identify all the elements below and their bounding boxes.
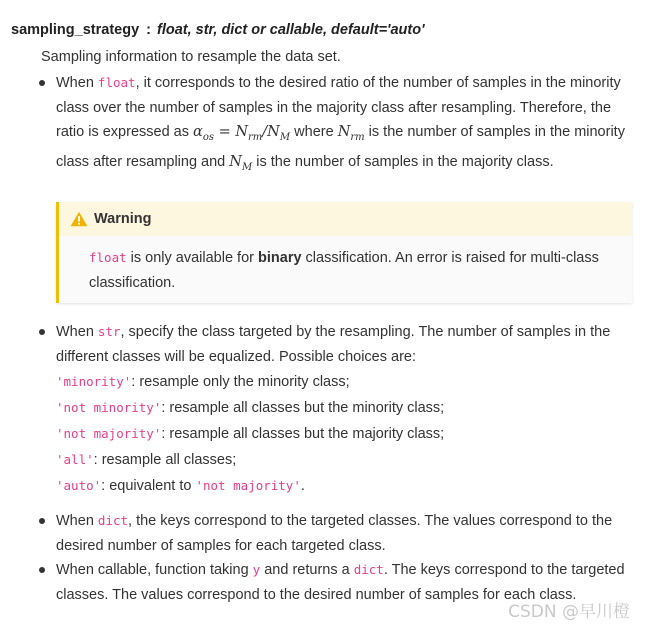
choice-row <box>56 395 631 421</box>
warning-header <box>59 202 632 236</box>
param-type: float, str, dict or callable, default='auto' <box>156 22 425 38</box>
choice-row <box>56 369 631 395</box>
warning-text: classification. An error is raised for multi-class classification. <box>89 250 599 291</box>
param-signature <box>11 22 425 38</box>
code-float: float <box>89 250 127 265</box>
math-nm: $N_M$ <box>229 154 253 174</box>
item-text: , the keys correspond to the targeted classes. The values correspond to the desired number of samples for each targeted class. <box>56 513 613 554</box>
param-name: sampling_strategy <box>11 22 140 38</box>
param-separator: : <box>146 22 151 38</box>
watermark: CSDN @早川橙 <box>508 602 630 622</box>
bullet <box>39 567 45 573</box>
warning-triangle-icon <box>70 211 88 227</box>
warning-bold: binary <box>258 250 302 266</box>
math-ratio: $\alpha_{os} = N_{rm}/N_M$ <box>193 124 291 143</box>
choice-code: 'not majority' <box>56 426 162 441</box>
choice-code: 'minority' <box>56 374 132 389</box>
choices-list <box>56 369 631 499</box>
warning-text: is only available for <box>126 250 259 266</box>
item-text: is the number of samples in the majority class. <box>252 154 554 171</box>
item-text: When <box>56 75 98 91</box>
param-description: Sampling information to resample the data set. <box>41 49 341 65</box>
item-text: When <box>56 324 98 340</box>
choice-text: : equivalent to <box>101 478 196 494</box>
code-dict: dict <box>353 562 384 577</box>
choice-text: : resample all classes but the minority class; <box>161 400 445 416</box>
warning-title: Warning <box>94 211 152 227</box>
code-dict: dict <box>97 513 129 528</box>
item-text: and returns a <box>260 562 354 578</box>
list-item-dict <box>56 509 631 558</box>
choice-text: : resample only the minority class; <box>131 374 350 390</box>
choice-text: . <box>300 478 305 494</box>
bullet <box>39 80 45 86</box>
choice-code: 'all' <box>56 452 94 467</box>
item-text: , specify the class targeted by the resampling. The number of samples in the different classes will be equalized. Possible choices are: <box>56 324 611 365</box>
bullet <box>39 329 45 335</box>
code-float: float <box>97 75 136 90</box>
choice-code: 'not minority' <box>56 400 162 415</box>
list-item-float <box>56 71 631 181</box>
code-str: str <box>97 324 121 339</box>
item-text: is the number of samples in the minority class after resampling and <box>56 124 625 171</box>
item-text: where <box>290 124 338 140</box>
choice-text: : resample all classes but the majority class; <box>161 426 445 442</box>
item-text: When callable, function taking <box>56 562 253 578</box>
choice-row <box>56 421 631 447</box>
choice-row <box>56 473 631 499</box>
choice-code: 'not majority' <box>195 478 301 493</box>
warning-body <box>89 245 609 296</box>
choice-row <box>56 447 631 473</box>
choice-code: 'auto' <box>56 478 102 493</box>
item-text: . The keys correspond to the targeted classes. The values correspond to the desired number of samples for each class. <box>56 562 625 603</box>
bullet <box>39 518 45 524</box>
choice-text: : resample all classes; <box>93 452 237 468</box>
list-item-str <box>56 320 631 499</box>
item-text: , it corresponds to the desired ratio of the number of samples in the minority class over the number of samples in the majority class after resampling. Therefore, the ratio is expressed as <box>56 75 621 140</box>
item-text: When <box>56 513 98 529</box>
math-nrm: $N_{rm}$ <box>337 124 365 143</box>
warning-admonition <box>56 202 632 303</box>
code-y: y <box>252 562 261 577</box>
